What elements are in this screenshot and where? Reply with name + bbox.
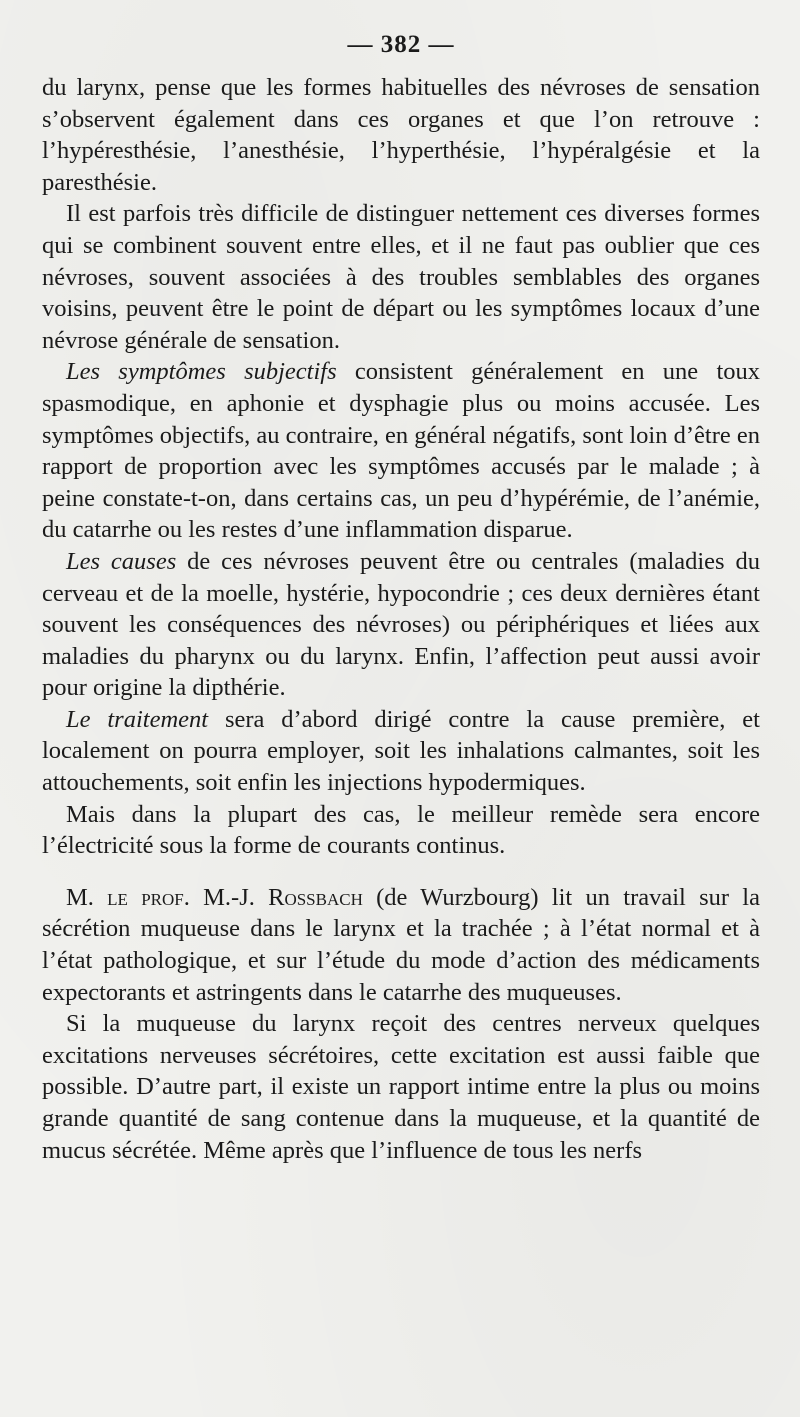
- paragraph-treatment: [42, 704, 760, 799]
- paragraph-mucus-text: Si la muqueuse du larynx reçoit des centres nerveux quelques excitations nerveuses sécrétoires, cette excitation est aussi faible que possible. D’autre part, il existe un rapport intime entre la plus ou moins grande quantité de sang contenue dans la muqueuse, et la quantité de mucus sécrétée. Même après que l’influence de tous les nerfs: [42, 1010, 760, 1164]
- paragraph-1: [42, 72, 760, 198]
- paragraph-causes: [42, 546, 760, 704]
- paragraph-symptoms-text: consistent généralement en une toux spasmodique, en aphonie et dysphagie plus ou moins accusée. Les symptômes objectifs, au contraire, en général négatifs, sont loin d’être en rapport de proportion avec les symptômes accusés par le malade ; à peine constate-t-on, dans certains cas, un peu d’hypérémie, de l’anémie, du catarrhe ou les restes d’une inflammation disparue.: [42, 358, 760, 544]
- paragraph-rossbach-text: (de Wurzbourg) lit un travail sur la sécrétion muqueuse dans le larynx et la trachée ; à l’état normal et à l’état pathologique, et sur l’étude du mode d’action des médicaments expectorants et astringents dans le catarrhe des muqueuses.: [42, 883, 760, 1006]
- paragraph-1-text: du larynx, pense que les formes habituelles des névroses de sensation s’observent également dans ces organes et que l’on retrouve : l’hypéresthésie, l’anesthésie, l’hyperthésie, l’hypéralgésie et la paresthésie.: [42, 74, 760, 196]
- paragraph-treatment-lead: Le traitement: [66, 705, 209, 733]
- paragraph-mucus: [42, 1008, 760, 1166]
- paragraph-rossbach-author: M. le prof. M.-J. Rossbach: [66, 883, 363, 911]
- paragraph-2-text: Il est parfois très difficile de distinguer nettement ces diverses formes qui se combinent souvent entre elles, et il ne faut pas oublier que ces névroses, souvent associées à des troubles semblables des organes voisins, peuvent être le point de départ ou les symptômes locaux d’une névrose générale de sensation.: [42, 200, 760, 354]
- paragraph-electricity-text: Mais dans la plupart des cas, le meilleur remède sera encore l’électricité sous la forme de courants continus.: [42, 800, 760, 860]
- paragraph-causes-text: de ces névroses peuvent être ou centrales (maladies du cerveau et de la moelle, hystérie, hypocondrie ; ces deux dernières étant souvent les conséquences des névroses) ou périphériques et liées aux maladies du pharynx ou du larynx. Enfin, l’affection peut aussi avoir pour origine la dipthérie.: [42, 547, 760, 702]
- paragraph-treatment-text: sera d’abord dirigé contre la cause première, et localement on pourra employer, soit les inhalations calmantes, soit les attouchements, soit enfin les injections hypodermiques.: [42, 705, 760, 797]
- page-number: — 382 —: [347, 31, 455, 58]
- paragraph-symptoms-lead: Les symptômes subjectifs: [66, 358, 337, 386]
- paragraph-symptoms: [42, 356, 760, 546]
- paragraph-2: [42, 198, 760, 356]
- paragraph-causes-lead: Les causes: [66, 547, 177, 575]
- paragraph-rossbach: [42, 882, 760, 1008]
- section-gap: [42, 862, 760, 882]
- paragraph-electricity: [42, 799, 760, 862]
